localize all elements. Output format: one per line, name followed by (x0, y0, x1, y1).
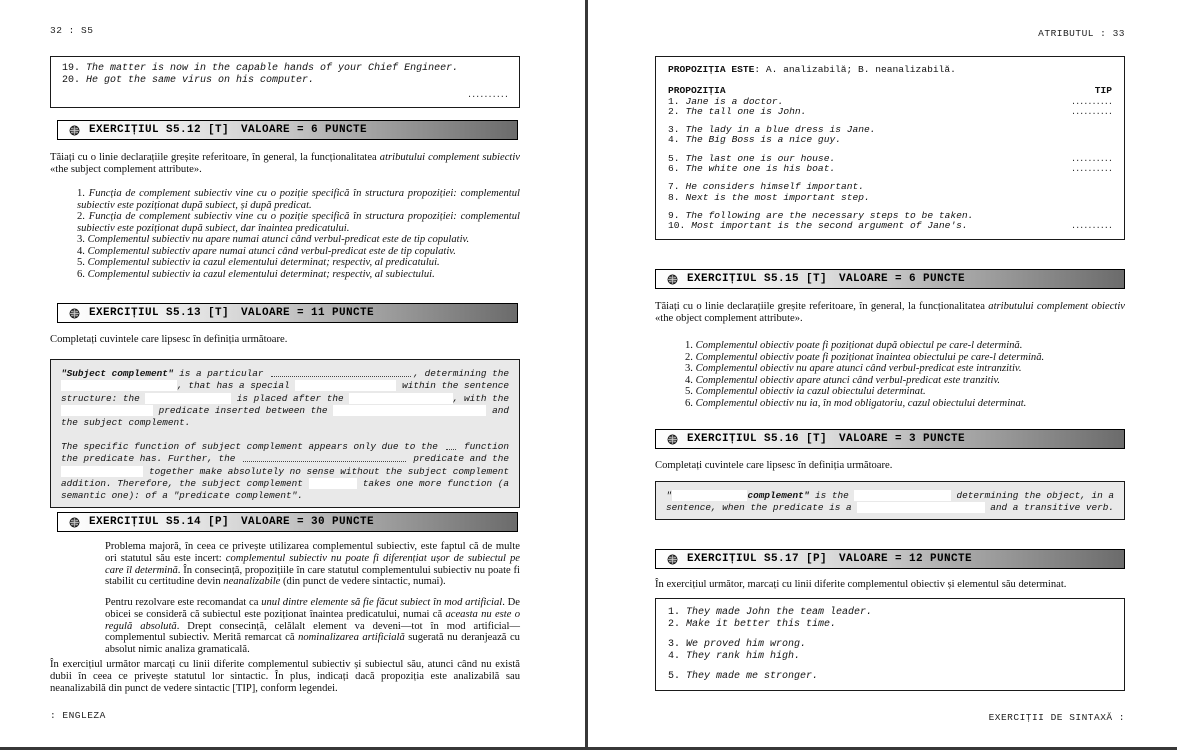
text-segment: structure: the (61, 392, 146, 404)
page-number-header: 32 : S5 (50, 25, 94, 36)
text-segment: , that has a special (177, 380, 296, 392)
exercise-title: EXERCIȚIUL S5.16 [T] (687, 433, 828, 445)
page-number-header: ATRIBUTUL : 33 (1038, 28, 1125, 39)
statement-number: 2. (77, 211, 85, 222)
sentence-text: They rank him high. (686, 651, 801, 662)
globe-icon (667, 554, 678, 565)
text-segment: function (458, 441, 509, 453)
statement-number: 5. (77, 257, 85, 268)
statement-number: 5. (685, 386, 693, 397)
page-footer: EXERCIȚII DE SINTAXĂ : (988, 712, 1125, 723)
italic-text-segment: neanalizabile (223, 576, 281, 588)
sentence-number: 8. (668, 191, 680, 203)
statement-item (77, 188, 520, 211)
body-paragraph (105, 541, 520, 588)
exercise-title: EXERCIȚIUL S5.17 [P] (687, 553, 828, 565)
statement-number: 4. (77, 245, 85, 257)
column-header-tip: TIP (1094, 85, 1112, 97)
sentence-number: 1. (668, 95, 680, 107)
statement-number: 2. (685, 351, 693, 363)
text-segment: , determining the (413, 368, 509, 380)
italic-text-segment: unul dintre elemente să fie făcut subiect în mod artificial (261, 597, 503, 608)
instruction-paragraph (655, 460, 1125, 472)
statement-item (685, 398, 1125, 410)
sentence-number: 6. (668, 163, 680, 175)
text-segment: Problema majoră, în ceea ce privește utilizarea complementul subiectiv, este faptul că de multe ori statutul său este incert: (105, 541, 520, 564)
body-paragraph (105, 597, 520, 656)
italic-text-segment: nominalizarea artificială (298, 632, 405, 644)
fill-in-blank-field (309, 478, 358, 489)
sentence-number: 9. (668, 209, 680, 221)
text-segment: addition. Therefore, the subject complement (61, 477, 309, 489)
sentence-number: 10. (668, 220, 686, 232)
text-segment: is a particular (173, 368, 270, 380)
text-segment: sentence, when the predicate is a (666, 502, 858, 514)
definition-line (61, 464, 509, 476)
sentence-text: The white one is his boat. (685, 163, 836, 175)
definition-line (666, 489, 1114, 501)
statement-number: 3. (77, 234, 85, 245)
globe-icon (69, 517, 80, 528)
statement-item (77, 211, 520, 234)
definition-line (61, 391, 509, 403)
statement-list (77, 188, 520, 280)
italic-text-segment: aceasta nu este o regulă absolută (105, 608, 520, 632)
body-paragraph (50, 659, 520, 694)
definition-line (61, 404, 509, 416)
italic-text-segment: complementul subiectiv nu poate fi diferențiat ușor de subiectul pe care îl determină (105, 552, 520, 576)
text-segment: " (666, 490, 672, 502)
sentence-text: Make it better this time. (686, 619, 837, 630)
text-segment: Completați cuvintele care lipsesc în definiția următoare. (50, 334, 288, 345)
instruction-paragraph (655, 579, 1125, 591)
fill-in-blank-field (857, 502, 984, 513)
sentence-text: Most important is the second argument of Jane's. (691, 220, 968, 232)
definition-line (61, 367, 509, 379)
tip-answer-dots: .......... (1070, 153, 1112, 164)
page-footer: : ENGLEZA (50, 710, 106, 721)
statement-text: Complementul subiectiv ia cazul elementului determinat; respectiv, al subiectului. (87, 268, 435, 280)
text-segment: the predicate has. Further, the (61, 453, 242, 465)
exercise-header-s5-15 (655, 269, 1125, 289)
fill-in-blank-field (61, 380, 177, 391)
text-segment: is the (809, 490, 855, 502)
sentence-row (668, 607, 1112, 619)
sentence-text: The tall one is John. (685, 105, 807, 117)
exercise-value: VALOARE = 6 PUNCTE (241, 124, 368, 136)
statement-item (77, 246, 520, 258)
sentence-number: 4. (668, 651, 681, 662)
text-segment: Completați cuvintele care lipsesc în definiția următoare. (655, 460, 893, 471)
definition-line (61, 477, 509, 489)
statement-text: Complementul obiectiv ia cazul obiectului determinat. (695, 386, 926, 397)
text-segment: determining the object, in a (950, 490, 1114, 502)
statement-number: 6. (77, 268, 85, 280)
sentence-text: Next is the most important step. (685, 191, 870, 203)
column-header-propozitia: PROPOZIȚIA (668, 85, 726, 97)
text-segment: , with the (452, 392, 509, 404)
legend-line (668, 65, 1112, 75)
statement-number: 3. (685, 363, 693, 374)
sentence-row (668, 639, 1112, 651)
text-segment: . În consecință, propozițiile în care statutul complementului subiectiv nu poate fi stabilit cu certitudine devin (105, 564, 520, 588)
tip-answer-dots: .......... (1070, 106, 1112, 117)
sentence-number: 7. (668, 181, 680, 193)
statement-text: Funcția de complement subiectiv vine cu o poziție specifică în structura propoziției: complementul subiectiv este poziționat după subiect, și după predicat. (77, 188, 520, 211)
text-segment: and a transitive verb. (984, 502, 1114, 514)
exercise-header-s5-16 (655, 429, 1125, 449)
statement-text: Complementul obiectiv poate fi poziționat după obiectul pe care-l determină. (695, 340, 1023, 351)
sentence-text: We proved him wrong. (686, 639, 807, 650)
sentence-row (668, 221, 1112, 231)
sentence-number: 5. (668, 152, 680, 164)
dotted-blank-field (271, 368, 411, 377)
globe-icon (69, 125, 80, 136)
text-segment: predicate and the (407, 453, 509, 465)
fill-in-blank-field (672, 490, 748, 501)
fill-in-blank-field (145, 393, 231, 404)
text-segment: : A. analizabilă; B. neanalizabilă. (754, 64, 956, 75)
statement-text: Complementul obiectiv nu ia, în mod obligatoriu, cazul obiectului determinat. (695, 397, 1027, 409)
text-segment: together make absolutely no sense without the subject complement (143, 465, 509, 477)
definition-line (61, 452, 509, 464)
tip-answer-dots: .......... (1070, 96, 1112, 107)
text-segment: Tăiați cu o linie declarațiile greșite referitoare, în general, la funcționalitatea (50, 152, 380, 163)
text-segment: . De obicei se consideră că subiectul este poziționat înaintea predicatului, numai că (105, 597, 521, 620)
fill-in-blank-field (349, 393, 453, 404)
globe-icon (667, 434, 678, 445)
page-spine-divider (585, 0, 588, 749)
sentence-row (668, 164, 1112, 174)
sentence-text: They made John the team leader. (686, 607, 873, 618)
tip-answer-dots: .......... (1070, 164, 1112, 175)
fill-in-blank-field (333, 405, 486, 416)
exercise-header-s5-17 (655, 549, 1125, 569)
fill-in-blank-field (61, 466, 143, 477)
sentence-number: 2. (668, 105, 680, 117)
sentence-text: The lady in a blue dress is Jane. (685, 124, 876, 136)
exercise-value: VALOARE = 11 PUNCTE (241, 307, 375, 319)
statement-item (685, 375, 1125, 387)
statement-item (77, 257, 520, 269)
bold-text-segment: complement" (747, 490, 810, 502)
text-segment: sugerată nu deranjează cu absolut nimic analiza gramaticală. (105, 632, 520, 656)
statement-number: 1. (77, 188, 85, 199)
statement-number: 1. (685, 340, 693, 351)
bold-text-segment: "Subject complement" (61, 368, 174, 380)
sentence-box-19-20 (50, 56, 520, 108)
exercise-value: VALOARE = 6 PUNCTE (839, 273, 966, 285)
fill-in-blank-field (61, 405, 153, 416)
sentence-row (668, 193, 1112, 203)
statement-number: 6. (685, 397, 693, 409)
text-segment: În exercițiul următor marcați cu linii diferite complementul subiectiv și subiectul său, atunci când nu există dubii în ceea ce privește statutul lor sintactic. În plus, indicați dacă propoziția este analizabilă sau neanalizabilă din punct de vedere sintactic [TIP], conform legendei. (50, 659, 520, 694)
definition-box (655, 481, 1125, 520)
statement-text: Complementul obiectiv apare atunci când verbul-predicat este tranzitiv. (695, 374, 1001, 386)
definition-line (61, 379, 509, 391)
dotted-blank-field (243, 453, 406, 462)
dotted-blank-field (446, 441, 457, 450)
sentence-text: The last one is our house. (685, 152, 836, 164)
sentence-row (668, 619, 1112, 631)
globe-icon (69, 308, 80, 319)
sentence-row (668, 107, 1112, 117)
statement-item (685, 363, 1125, 375)
statement-text: Complementul subiectiv nu apare numai atunci când verbul-predicat este de tip copulativ. (87, 234, 470, 245)
statement-item (685, 352, 1125, 364)
statement-text: Complementul obiectiv nu apare atunci când verbul-predicat este intranzitiv. (695, 363, 1022, 374)
text-segment: În exercițiul următor, marcați cu linii diferite complementul obiectiv și elementul său determinat. (655, 579, 1067, 590)
statement-item (77, 269, 520, 281)
sentence-row (668, 671, 1112, 683)
exercise-header-s5-14 (57, 512, 518, 532)
sentence-text: The Big Boss is a nice guy. (685, 134, 841, 146)
statement-text: Complementul subiectiv ia cazul elementului determinat; respectiv, al predicatului. (87, 257, 440, 268)
exercise-title: EXERCIȚIUL S5.12 [T] (89, 124, 230, 136)
tip-answer-dots: .......... (1070, 221, 1112, 232)
sentence-row (62, 75, 508, 87)
text-segment: (din punct de vedere sintactic, numai). (280, 576, 446, 588)
definition-box (50, 359, 520, 508)
sentence-row (62, 63, 508, 75)
exercise-title: EXERCIȚIUL S5.13 [T] (89, 307, 230, 319)
sentence-text: The following are the necessary steps to be taken. (685, 209, 974, 221)
text-segment: is placed after the (231, 392, 350, 404)
exercise-value: VALOARE = 12 PUNCTE (839, 553, 973, 565)
statement-list (685, 340, 1125, 409)
italic-text-segment: atributului complement obiectiv (988, 301, 1125, 312)
text-segment: The specific function of subject complement appears only due to the (61, 441, 444, 453)
statement-number: 4. (685, 374, 693, 386)
legend-box (655, 56, 1125, 240)
sentence-row (668, 651, 1112, 663)
statement-text: Complementul subiectiv apare numai atunci când verbul-predicat este de tip copulativ. (87, 245, 456, 257)
exercise-title: EXERCIȚIUL S5.14 [P] (89, 516, 230, 528)
sentence-text: He got the same virus on his computer. (86, 75, 315, 86)
exercise-value: VALOARE = 30 PUNCTE (241, 516, 375, 528)
tip-answer-dots: .......... (466, 90, 508, 100)
definition-line (666, 501, 1114, 513)
text-segment: and (486, 404, 509, 416)
sentence-number: 1. (668, 607, 681, 618)
text-segment: predicate inserted between the (153, 404, 334, 416)
exercise-value: VALOARE = 3 PUNCTE (839, 433, 966, 445)
page-bottom-edge (0, 747, 1177, 750)
italic-text-segment: atributului complement subiectiv (379, 152, 520, 163)
instruction-paragraph (50, 152, 520, 176)
text-segment: «the subject complement attribute». (50, 163, 202, 175)
sentence-text: Jane is a doctor. (685, 95, 784, 107)
text-segment: . Drept consecință, celălalt element va deveni—tot în mod artificial—complementul subiectiv. Merită remarcat că (105, 620, 520, 644)
sentence-number: 3. (668, 639, 681, 650)
statement-item (685, 386, 1125, 398)
definition-line (61, 440, 509, 452)
exercise-title: EXERCIȚIUL S5.15 [T] (687, 273, 828, 285)
text-segment: Pentru rezolvare este recomandat ca (105, 597, 262, 608)
sentence-number: 19. (62, 63, 81, 74)
sentence-number: 5. (668, 671, 681, 682)
text-segment: takes one more function (a (357, 477, 509, 489)
globe-icon (667, 274, 678, 285)
statement-text: Complementul obiectiv poate fi poziționat înaintea obiectului pe care-l determină. (695, 351, 1045, 363)
fill-in-blank-field (854, 490, 950, 501)
text-segment: within the sentence (396, 380, 509, 392)
definition-line (61, 489, 509, 501)
sentence-box-exercise-17 (655, 598, 1125, 691)
bold-text-segment: PROPOZIȚIA ESTE (668, 64, 755, 75)
sentence-text: He considers himself important. (685, 181, 864, 193)
text-segment: «the object complement attribute». (655, 312, 803, 324)
statement-item (685, 340, 1125, 352)
fill-in-blank-field (295, 380, 396, 391)
sentence-number: 4. (668, 134, 680, 146)
definition-line (61, 416, 509, 428)
sentence-text: They made me stronger. (686, 671, 819, 682)
sentence-text: The matter is now in the capable hands of your Chief Engineer. (86, 63, 459, 74)
instruction-paragraph (50, 334, 520, 346)
sentence-number: 2. (668, 619, 681, 630)
sentence-row (668, 135, 1112, 145)
sentence-number: 20. (62, 75, 81, 86)
text-segment: Tăiați cu o linie declarațiile greșite referitoare, în general, la funcționalitatea (655, 301, 989, 312)
statement-item (77, 234, 520, 246)
text-segment: semantic one): of a "predicate complement". (61, 489, 303, 501)
exercise-header-s5-12 (57, 120, 518, 140)
instruction-paragraph (655, 301, 1125, 325)
text-segment: the subject complement. (61, 416, 191, 428)
sentence-number: 3. (668, 124, 680, 136)
exercise-header-s5-13 (57, 303, 518, 323)
statement-text: Funcția de complement subiectiv vine cu o poziție specifică în structura propoziției: complementul subiectiv este poziționat după subiect, dar înaintea predicatului. (77, 211, 520, 234)
